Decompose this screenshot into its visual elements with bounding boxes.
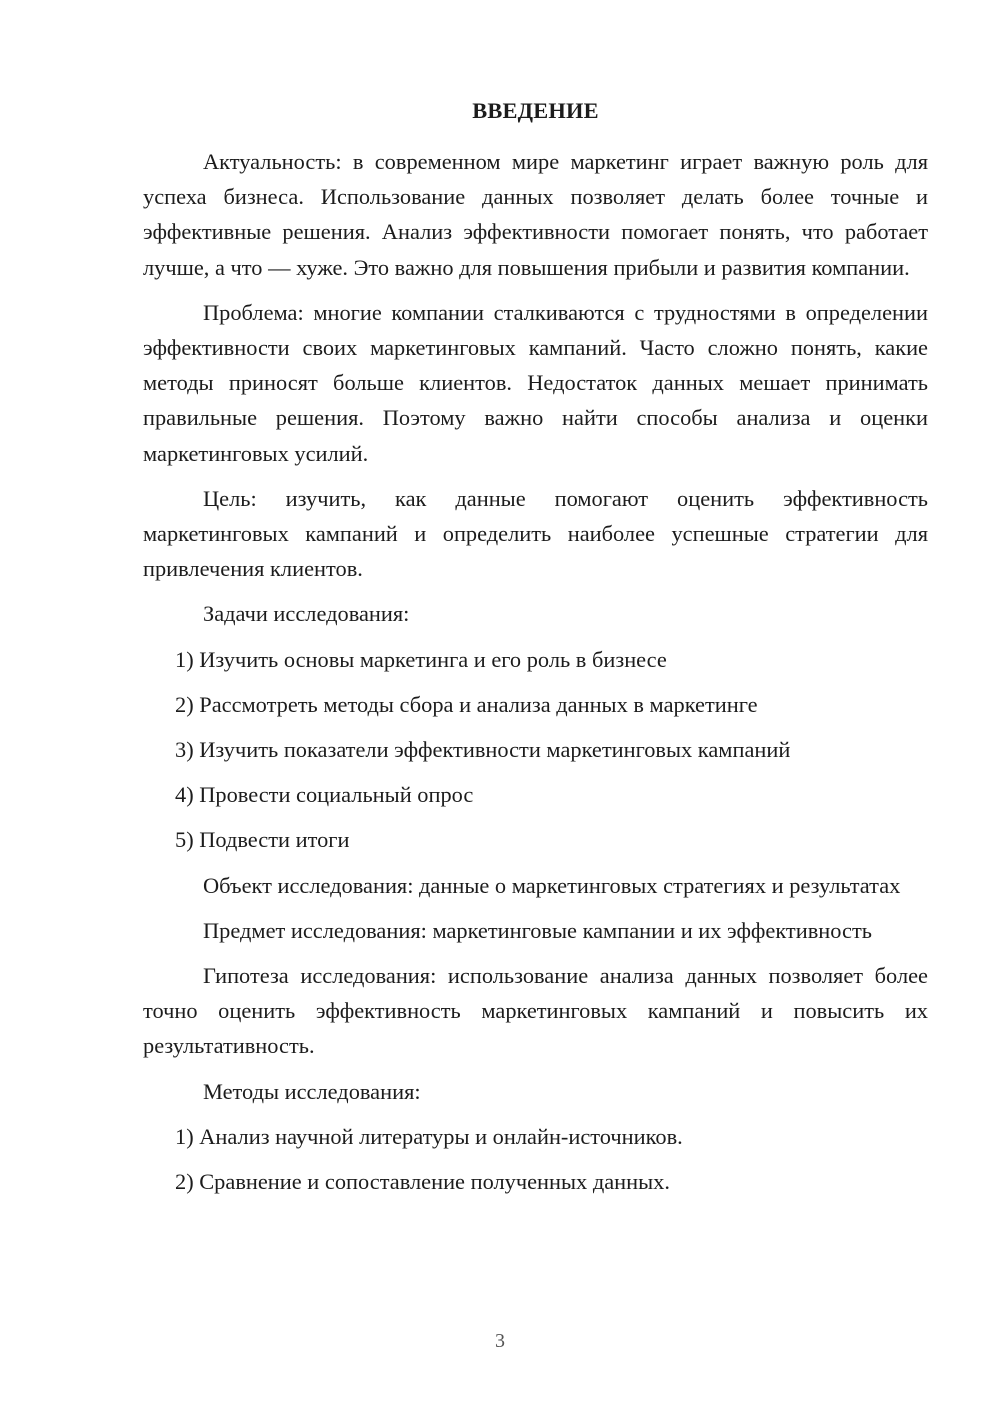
problem-paragraph: Проблема: многие компании сталкиваются с трудностями в определении эффективности своих маркетинговых кампаний. Часто сложно понять, какие методы приносят больше клиентов. Недостаток данных мешает принимать правильные решения. Поэтому важно найти способы анализа и оценки маркетинговых усилий.	[143, 299, 928, 466]
list-item: 5) Подвести итоги	[175, 827, 350, 853]
list-item: 3) Изучить показатели эффективности маркетинговых кампаний	[175, 737, 791, 763]
relevance-paragraph: Актуальность: в современном мире маркетинг играет важную роль для успеха бизнеса. Использование данных позволяет делать более точные и эффективные решения. Анализ эффективности помогает понять, что работает лучше, а что — хуже. Это важно для повышения прибыли и развития компании.	[143, 149, 928, 280]
page-number: 3	[495, 1330, 505, 1352]
object-paragraph: Объект исследования: данные о маркетинговых стратегиях и результатах	[203, 872, 901, 898]
section-heading: ВВЕДЕНИЕ	[472, 98, 599, 123]
subject-paragraph: Предмет исследования: маркетинговые кампании и их эффективность	[203, 917, 872, 943]
list-item: 2) Сравнение и сопоставление полученных данных.	[175, 1169, 670, 1195]
list-item: 2) Рассмотреть методы сбора и анализа данных в маркетинге	[175, 691, 758, 717]
methods-list	[143, 1119, 928, 1199]
methods-label: Методы исследования:	[203, 1078, 421, 1104]
list-item: 1) Изучить основы маркетинга и его роль в бизнесе	[175, 646, 667, 672]
goal-paragraph: Цель: изучить, как данные помогают оценить эффективность маркетинговых кампаний и определить наиболее успешные стратегии для привлечения клиентов.	[143, 485, 928, 582]
document-body	[143, 92, 928, 1209]
list-item: 1) Анализ научной литературы и онлайн-источников.	[175, 1123, 683, 1149]
tasks-label: Задачи исследования:	[203, 601, 410, 627]
list-item: 4) Провести социальный опрос	[175, 782, 474, 808]
tasks-list	[143, 642, 928, 858]
hypothesis-paragraph: Гипотеза исследования: использование анализа данных позволяет более точно оценить эффективность маркетинговых кампаний и повысить их результативность.	[143, 963, 928, 1059]
